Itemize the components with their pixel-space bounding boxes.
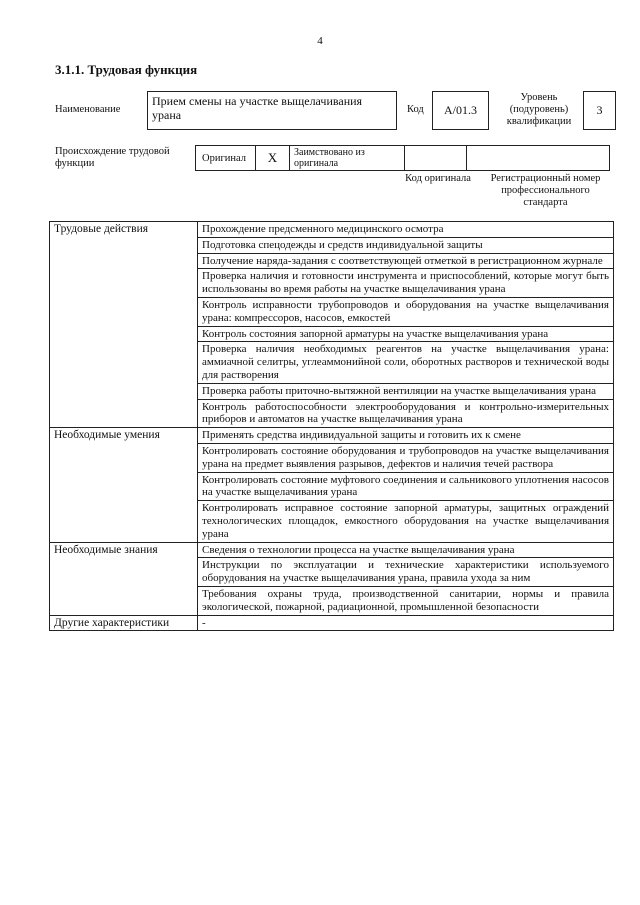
borrowed-label: Заимствовано из оригинала <box>289 145 405 171</box>
reg-number-cell <box>466 145 610 171</box>
page-number: 4 <box>317 35 323 47</box>
row-heading: Необходимые умения <box>50 428 198 542</box>
table-cell: Контролировать исправное состояние запорной арматуры, защитных ограждений технологических площадок, емкостного оборудования на участке выщелачивания урана <box>198 501 614 542</box>
table-row <box>50 428 614 444</box>
table-cell: Прохождение предсменного медицинского осмотра <box>198 222 614 238</box>
table-cell: Сведения о технологии процесса на участке выщелачивания урана <box>198 542 614 558</box>
table-cell: Контролировать состояние муфтового соединения и сальникового уплотнения насосов на участке выщелачивания урана <box>198 472 614 501</box>
table-cell: - <box>198 615 614 631</box>
name-label: Наименование <box>55 104 121 115</box>
row-heading: Необходимые знания <box>50 542 198 615</box>
origin-code-cell <box>404 145 467 171</box>
table-row <box>50 542 614 558</box>
table-cell: Контролировать состояние оборудования и трубопроводов на участке выщелачивания урана на предмет выявления разрывов, дефектов и наличия течей раствора <box>198 443 614 472</box>
table-row <box>50 222 614 238</box>
table-cell: Проверка работы приточно-вытяжной вентиляции на участке выщелачивания урана <box>198 383 614 399</box>
table-cell: Контроль исправности трубопроводов и оборудования на участке выщелачивания урана: компрессоров, насосов, емкостей <box>198 297 614 326</box>
table-cell: Получение наряда-задания с соответствующей отметкой в регистрационном журнале <box>198 253 614 269</box>
table-row <box>50 615 614 631</box>
origin-table <box>195 145 610 171</box>
table-cell: Подготовка спецодежды и средств индивидуальной защиты <box>198 237 614 253</box>
code-label: Код <box>407 104 424 115</box>
table-cell: Инструкции по эксплуатации и технические характеристики используемого оборудования на участке выщелачивания урана, правила ухода за ним <box>198 558 614 587</box>
row-heading: Трудовые действия <box>50 222 198 428</box>
function-table <box>49 221 614 631</box>
reg-number-caption: Регистрационный номер профессионального стандарта <box>490 173 601 208</box>
table-cell: Требования охраны труда, производственной санитарии, нормы и правила экологической, пожарной, радиационной, промышленной безопасности <box>198 586 614 615</box>
table-cell: Контроль состояния запорной арматуры на участке выщелачивания урана <box>198 326 614 342</box>
level-value-box: 3 <box>583 91 616 130</box>
original-mark: Х <box>255 145 290 171</box>
origin-label: Происхождение трудовой функции <box>55 146 170 169</box>
row-heading: Другие характеристики <box>50 615 198 631</box>
table-cell: Проверка наличия необходимых реагентов на участке выщелачивания урана: аммиачной селитры, углеаммонийной соли, оборотных растворов и технической воды для растворения <box>198 342 614 383</box>
level-label: Уровень (подуровень) квалификации <box>506 92 572 127</box>
table-cell: Контроль работоспособности электрооборудования и контрольно-измерительных приборов и автоматов на участке выщелачивания урана <box>198 399 614 428</box>
code-value-box: А/01.3 <box>432 91 489 130</box>
section-title: 3.1.1. Трудовая функция <box>55 62 198 77</box>
original-label: Оригинал <box>195 145 256 171</box>
table-cell: Проверка наличия и готовности инструмента и приспособлений, которые могут быть использованы во время работы на участке выщелачивания урана <box>198 269 614 298</box>
function-name-box: Прием смены на участке выщелачивания урана <box>147 91 397 130</box>
table-cell: Применять средства индивидуальной защиты и готовить их к смене <box>198 428 614 444</box>
origin-code-caption: Код оригинала <box>405 173 471 184</box>
